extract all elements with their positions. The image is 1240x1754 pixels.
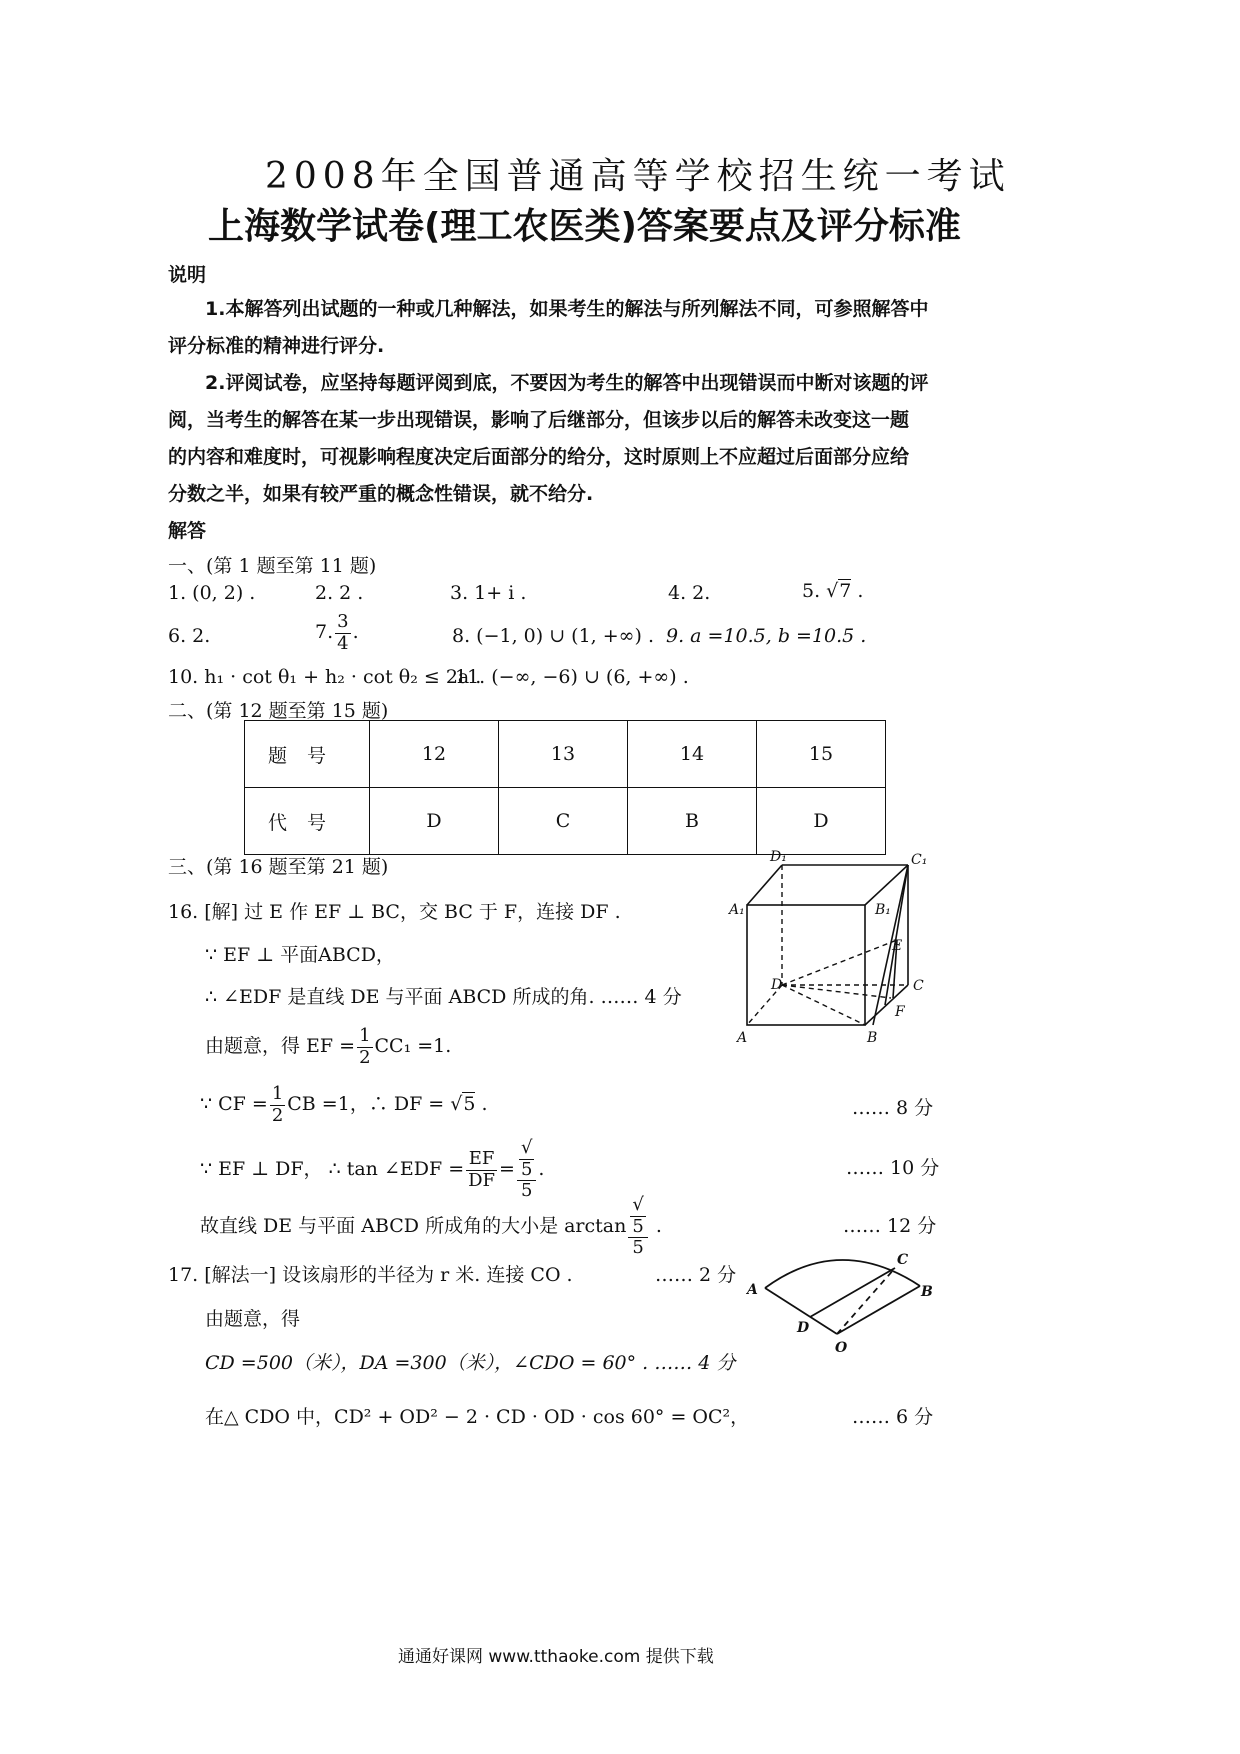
q16-score-12: …… 12 分	[843, 1215, 937, 1237]
note-1-line-b: 评分标准的精神进行评分.	[168, 335, 385, 357]
section-3-heading: 三、(第 16 题至第 21 题)	[168, 856, 389, 878]
answer-11: 11. (−∞, −6) ∪ (6, +∞) .	[455, 666, 689, 688]
label-D: D	[771, 977, 783, 993]
table-cell: 14	[628, 721, 757, 788]
title-line-2: 上海数学试卷(理工农医类)答案要点及评分标准	[208, 206, 961, 247]
q16-line-4: 由题意，得 EF = $\frac{1}{2}$ CC₁ =1.	[205, 1025, 452, 1068]
cube-figure	[725, 848, 940, 1048]
table-cell: 15	[757, 721, 886, 788]
sector-figure	[745, 1238, 940, 1358]
table-cell: 13	[499, 721, 628, 788]
label-C1: C₁	[911, 852, 928, 868]
q16-line-5: ∵ CF = $\frac{1}{2}$ CB =1，∴ DF = √5 .	[200, 1083, 488, 1126]
q16-line-6: ∵ EF ⊥ DF， ∴ tan ∠EDF = $\frac{EF}{DF}$ = √ 5 5 .	[200, 1137, 545, 1202]
answer-4: 4. 2.	[668, 582, 711, 604]
q16-score-8: …… 8 分	[852, 1097, 934, 1119]
table-row-codes	[245, 788, 886, 855]
notes-heading: 说明	[168, 264, 207, 286]
note-2-line-c: 的内容和难度时，可视影响程度决定后面部分的给分，这时原则上不应超过后面部分应给	[168, 446, 910, 468]
sector-label-D: D	[797, 1320, 810, 1336]
q16-line-2: ∵ EF ⊥ 平面ABCD，	[205, 944, 395, 966]
sector-label-B: B	[921, 1284, 933, 1300]
note-2-line-b: 阅，当考生的解答在某一步出现错误，影响了后继部分，但该步以后的解答未改变这一题	[168, 409, 910, 431]
table-row-numbers	[245, 721, 886, 788]
q17-line-3: CD =500（米），DA =300（米），∠CDO = 60° . …… 4 分	[205, 1352, 736, 1374]
label-E: E	[892, 938, 903, 954]
q16-line-3: ∴ ∠EDF 是直线 DE 与平面 ABCD 所成的角. …… 4 分	[205, 986, 682, 1008]
label-A: A	[737, 1030, 748, 1046]
answer-3: 3. 1+ i .	[450, 582, 527, 604]
footer-text: 通通好课网 www.tthaoke.com 提供下载	[398, 1647, 714, 1667]
table-cell: B	[628, 788, 757, 855]
q17-line-2: 由题意，得	[205, 1308, 301, 1330]
answer-10: 10. h₁ · cot θ₁ + h₂ · cot θ₂ ≤ 2a .	[168, 666, 482, 688]
note-2-line-d: 分数之半，如果有较严重的概念性错误，就不给分.	[168, 483, 594, 505]
answer-6: 6. 2.	[168, 625, 211, 647]
q17-line-4: 在△ CDO 中，CD² + OD² − 2 · CD · OD · cos 60° = OC²，	[205, 1406, 750, 1428]
sector-label-O: O	[835, 1340, 848, 1356]
label-B1: B₁	[875, 902, 891, 918]
q17-line-1: 17. [解法一] 设该扇形的半径为 r 米. 连接 CO .	[168, 1264, 573, 1286]
table-cell: D	[370, 788, 499, 855]
note-2-line-a: 2.评阅试卷，应坚持每题评阅到底，不要因为考生的解答中出现错误而中断对该题的评	[205, 372, 929, 394]
label-B: B	[867, 1030, 878, 1046]
title-line-1: 2008年全国普通高等学校招生统一考试	[265, 156, 1011, 197]
section-1-heading: 一、(第 1 题至第 11 题)	[168, 555, 377, 577]
sector-label-A: A	[747, 1282, 758, 1298]
answer-1: 1. (0, 2) .	[168, 582, 256, 604]
table-row-header-number: 题号	[245, 721, 370, 788]
answer-5: 5. √7 .	[802, 580, 864, 602]
label-D1: D₁	[770, 849, 787, 865]
label-A1: A₁	[729, 902, 745, 918]
label-C: C	[913, 978, 924, 994]
q17-score-2: …… 2 分	[655, 1264, 737, 1286]
label-F: F	[895, 1004, 905, 1020]
q16-line-7: 故直线 DE 与平面 ABCD 所成角的大小是 arctan √ 5 5 .	[200, 1194, 662, 1259]
q16-line-1: 16. [解] 过 E 作 EF ⊥ BC，交 BC 于 F，连接 DF .	[168, 901, 621, 923]
sector-label-C: C	[897, 1252, 909, 1268]
table-cell: C	[499, 788, 628, 855]
q16-score-10: …… 10 分	[846, 1157, 940, 1179]
answer-2: 2. 2 .	[315, 582, 364, 604]
table-cell: D	[757, 788, 886, 855]
answers-heading: 解答	[168, 520, 207, 542]
note-1-line-a: 1.本解答列出试题的一种或几种解法，如果考生的解法与所列解法不同，可参照解答中	[205, 298, 929, 320]
answer-7: 7. $\frac{3}{4}$ .	[315, 611, 359, 654]
q17-score-6: …… 6 分	[852, 1406, 934, 1428]
section-2-heading: 二、(第 12 题至第 15 题)	[168, 700, 389, 722]
answer-8: 8. (−1, 0) ∪ (1, +∞) .	[452, 625, 654, 647]
answer-table	[244, 720, 886, 855]
table-row-header-code: 代号	[245, 788, 370, 855]
answer-9: 9. a =10.5, b =10.5 .	[666, 625, 867, 647]
table-cell: 12	[370, 721, 499, 788]
